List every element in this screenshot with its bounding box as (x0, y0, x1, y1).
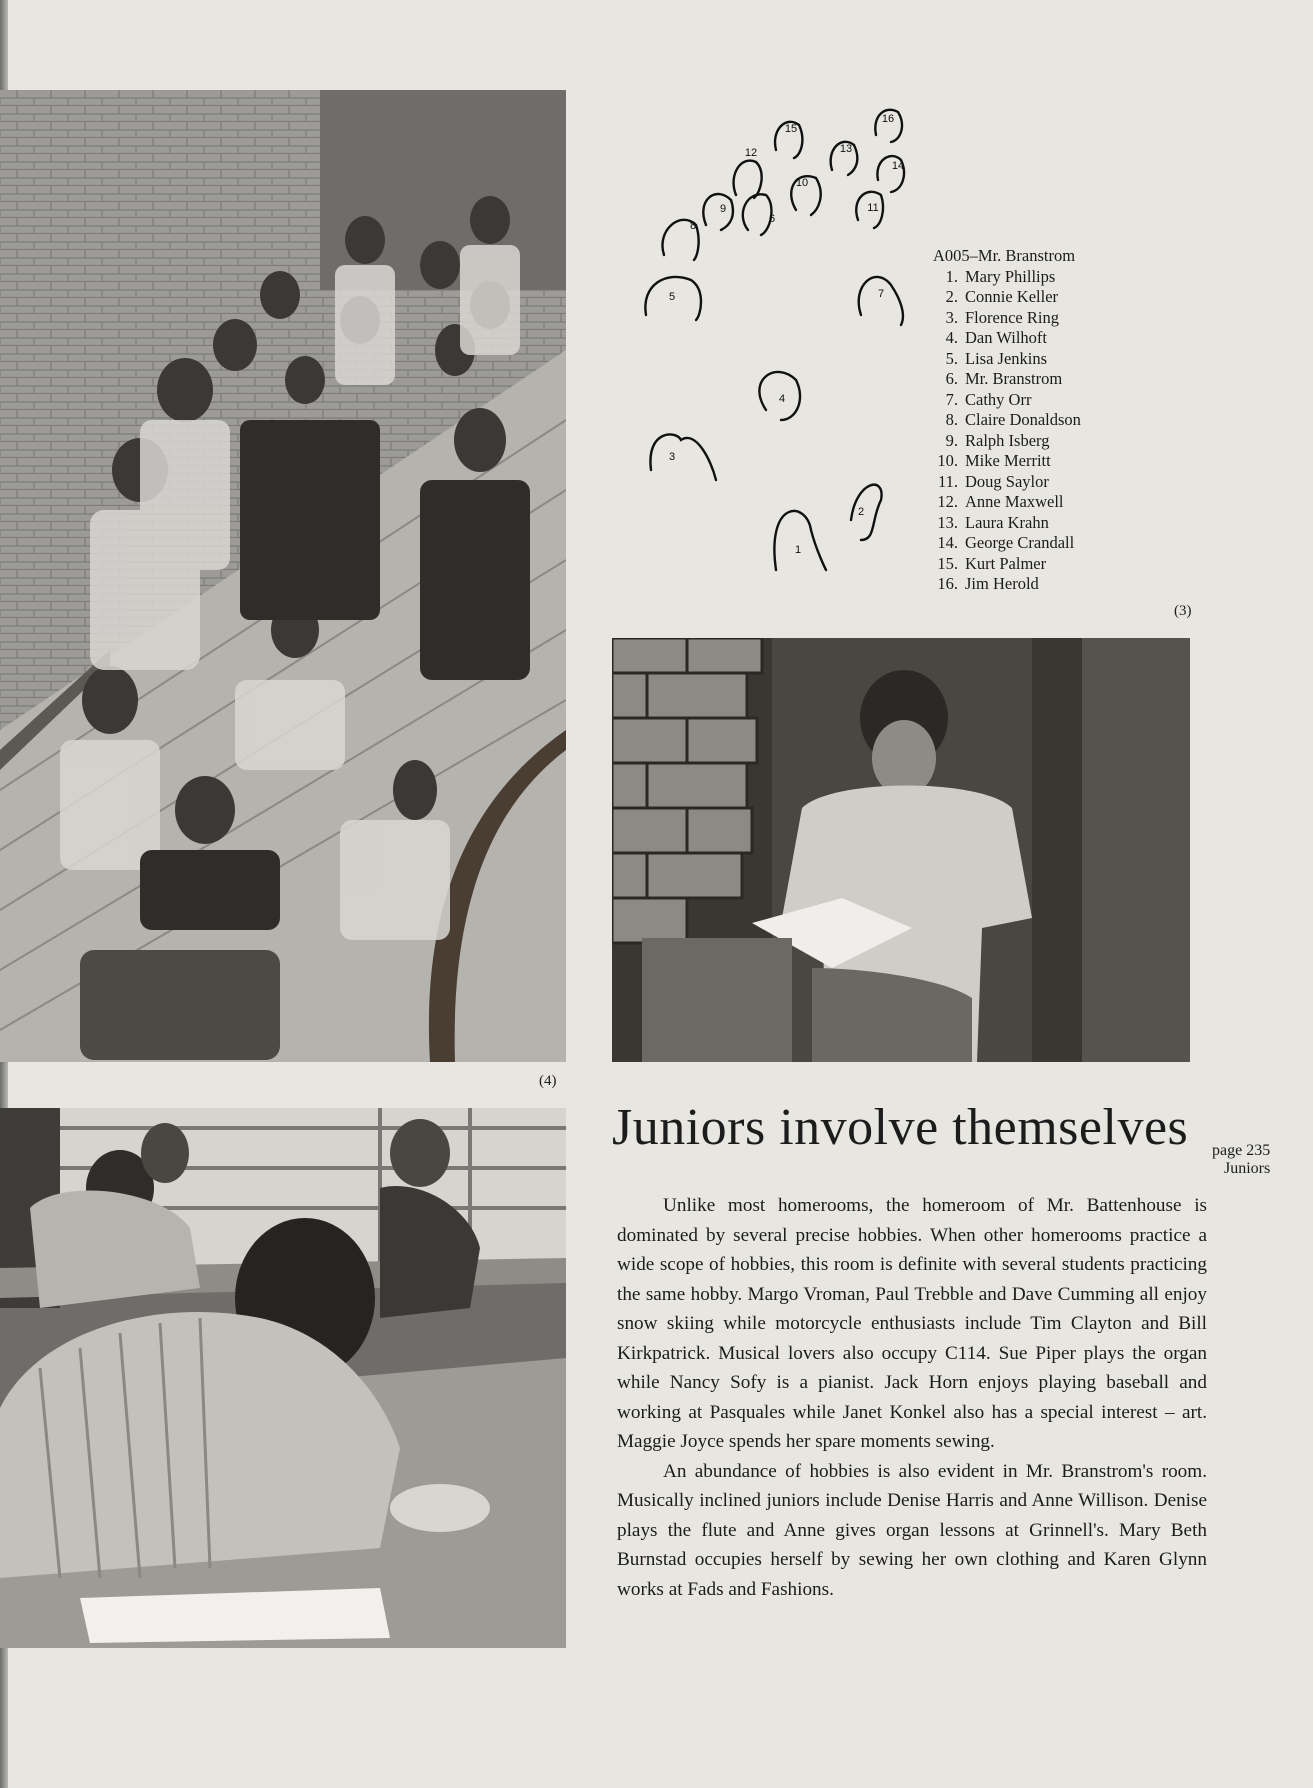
key-label-2: 2 (857, 506, 865, 518)
reader-photo-number: (3) (1174, 603, 1192, 619)
section-label: Juniors (1223, 1160, 1271, 1177)
key-entry: 3. Florence Ring (945, 307, 1059, 327)
key-entry: 1. Mary Phillips (945, 266, 1056, 286)
key-label-4: 4 (778, 393, 786, 405)
key-label-13: 13 (839, 143, 853, 155)
article-paragraph: An abundance of hobbies is also evident in Mr. Branstrom's room. Musically inclined juniors include Denise Harris and Anne Willison. Denise plays the flute and Anne gives organ lessons at Grinnell's. Mary Beth Burnstad occupies herself by sewing her own clothing and Karen Glynn works at Fads and Fashions. (617, 1460, 1207, 1600)
page-reference (1212, 1142, 1270, 1178)
key-entry: 10. Mike Merritt (937, 451, 1051, 470)
key-label-7: 7 (877, 288, 885, 300)
key-entry: 16. Jim Herold (937, 574, 1039, 593)
stair-group-photo (0, 90, 566, 1062)
key-label-16: 16 (881, 113, 895, 125)
article-body (617, 1191, 1207, 1604)
key-entry: 2. Connie Keller (945, 287, 1059, 306)
student-reading-photo (612, 638, 1190, 1062)
key-entry: 13. Laura Krahn (937, 512, 1049, 532)
identification-key-diagram (636, 100, 926, 580)
key-entry: 8. Claire Donaldson (945, 410, 1081, 429)
key-label-15: 15 (784, 123, 798, 135)
key-label-11: 11 (867, 202, 879, 214)
key-label-9: 9 (719, 203, 727, 215)
key-label-6: 6 (768, 213, 776, 225)
key-label-3: 3 (668, 451, 676, 463)
key-label-14: 14 (891, 160, 905, 172)
article-headline: Juniors involve themselves (612, 1099, 1189, 1156)
key-label-8: 8 (689, 220, 697, 232)
key-header: A005–Mr. Branstrom (933, 246, 1076, 265)
key-entry: 9. Ralph Isberg (945, 430, 1050, 450)
key-label-5: 5 (668, 291, 676, 303)
key-entry: 11. Doug Saylor (937, 471, 1049, 491)
key-entry: 12. Anne Maxwell (937, 492, 1064, 511)
study-hall-photo (0, 1108, 566, 1648)
key-label-1: 1 (794, 544, 802, 556)
identification-key-list (933, 246, 1133, 595)
key-entry: 15. Kurt Palmer (937, 553, 1047, 573)
key-entry: 14. George Crandall (937, 533, 1075, 552)
key-entries (933, 267, 1133, 595)
key-entry: 5. Lisa Jenkins (945, 348, 1048, 368)
key-label-12: 12 (744, 147, 758, 159)
key-entry: 4. Dan Wilhoft (945, 328, 1047, 347)
key-entry: 6. Mr. Branstrom (945, 369, 1063, 388)
article-paragraph: Unlike most homerooms, the homeroom of Mr. Battenhouse is dominated by several precise hobbies. When other homerooms practice a wide scope of hobbies, this room is definite with several students practicing the same hobby. Margo Vroman, Paul Trebble and Dave Cumming all enjoy snow skiing while motorcycle enthusiasts include Tim Clayton and Bill Kirkpatrick. Musical lovers also occupy C114. Sue Piper plays the organ while Nancy Sofy is a pianist. Jack Horn enjoys playing baseball and working at Pasquales while Janet Konkel also has a special interest – art. Maggie Joyce spends her spare moments sewing. (617, 1195, 1207, 1452)
stair-photo-number: (4) (539, 1073, 557, 1089)
key-entry: 7. Cathy Orr (945, 389, 1032, 409)
key-label-10: 10 (795, 177, 809, 189)
page-number: page 235 (1212, 1142, 1271, 1159)
